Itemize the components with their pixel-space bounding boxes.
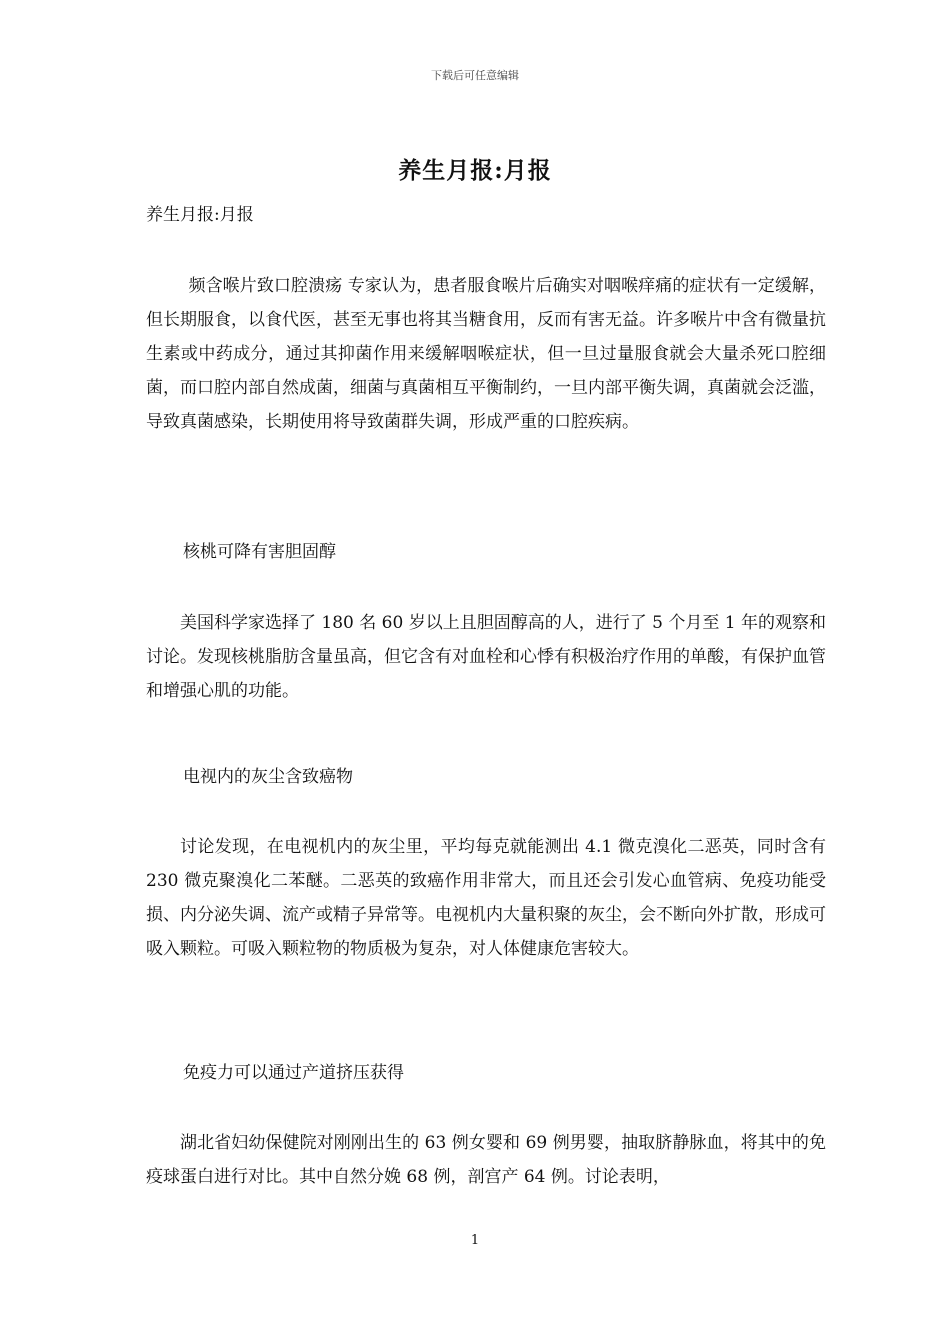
heading-walnut: 核桃可降有害胆固醇 bbox=[183, 542, 336, 562]
paragraph-throat-lozenge: 频含喉片致口腔溃疡 专家认为，患者服食喉片后确实对咽喉痒痛的症状有一定缓解，但长期服食，以食代医，甚至无事也将其当糖食用，反而有害无益。许多喉片中含有微量抗生素或中药成分，通过其抑菌作用来缓解咽喉症状，但一旦过量服食就会大量杀死口腔细菌，而口腔内部自然成菌，细菌与真菌相互平衡制约，一旦内部平衡失调，真菌就会泛滥，导致真菌感染，长期使用将导致菌群失调，形成严重的口腔疾病。 bbox=[146, 276, 826, 432]
paragraph-immunity: 湖北省妇幼保健院对刚刚出生的 63 例女婴和 69 例男婴，抽取脐静脉血，将其中的免疫球蛋白进行对比。其中自然分娩 68 例，剖宫产 64 例。讨论表明， bbox=[146, 1133, 826, 1187]
page-number: 1 bbox=[470, 1233, 480, 1248]
document-title: 养生月报:月报 bbox=[398, 157, 552, 184]
page-header: 下载后可任意编辑 bbox=[431, 69, 519, 82]
heading-immunity: 免疫力可以通过产道挤压获得 bbox=[183, 1063, 404, 1083]
paragraph-walnut: 美国科学家选择了 180 名 60 岁以上且胆固醇高的人，进行了 5 个月至 1 年的观察和讨论。发现核桃脂肪含量虽高，但它含有对血栓和心悸有积极治疗作用的单酸，有保护血管和增强心肌的功能。 bbox=[146, 613, 826, 701]
document-subtitle: 养生月报:月报 bbox=[146, 205, 254, 225]
heading-tv-dust: 电视内的灰尘含致癌物 bbox=[183, 767, 353, 787]
paragraph-tv-dust: 讨论发现，在电视机内的灰尘里，平均每克就能测出 4.1 微克溴化二恶英，同时含有 230 微克聚溴化二苯醚。二恶英的致癌作用非常大，而且还会引发心血管病、免疫功能受损、内分泌失调、流产或精子异常等。电视机内大量积聚的灰尘，会不断向外扩散，形成可吸入颗粒。可吸入颗粒物的物质极为复杂，对人体健康危害较大。 bbox=[146, 837, 826, 959]
